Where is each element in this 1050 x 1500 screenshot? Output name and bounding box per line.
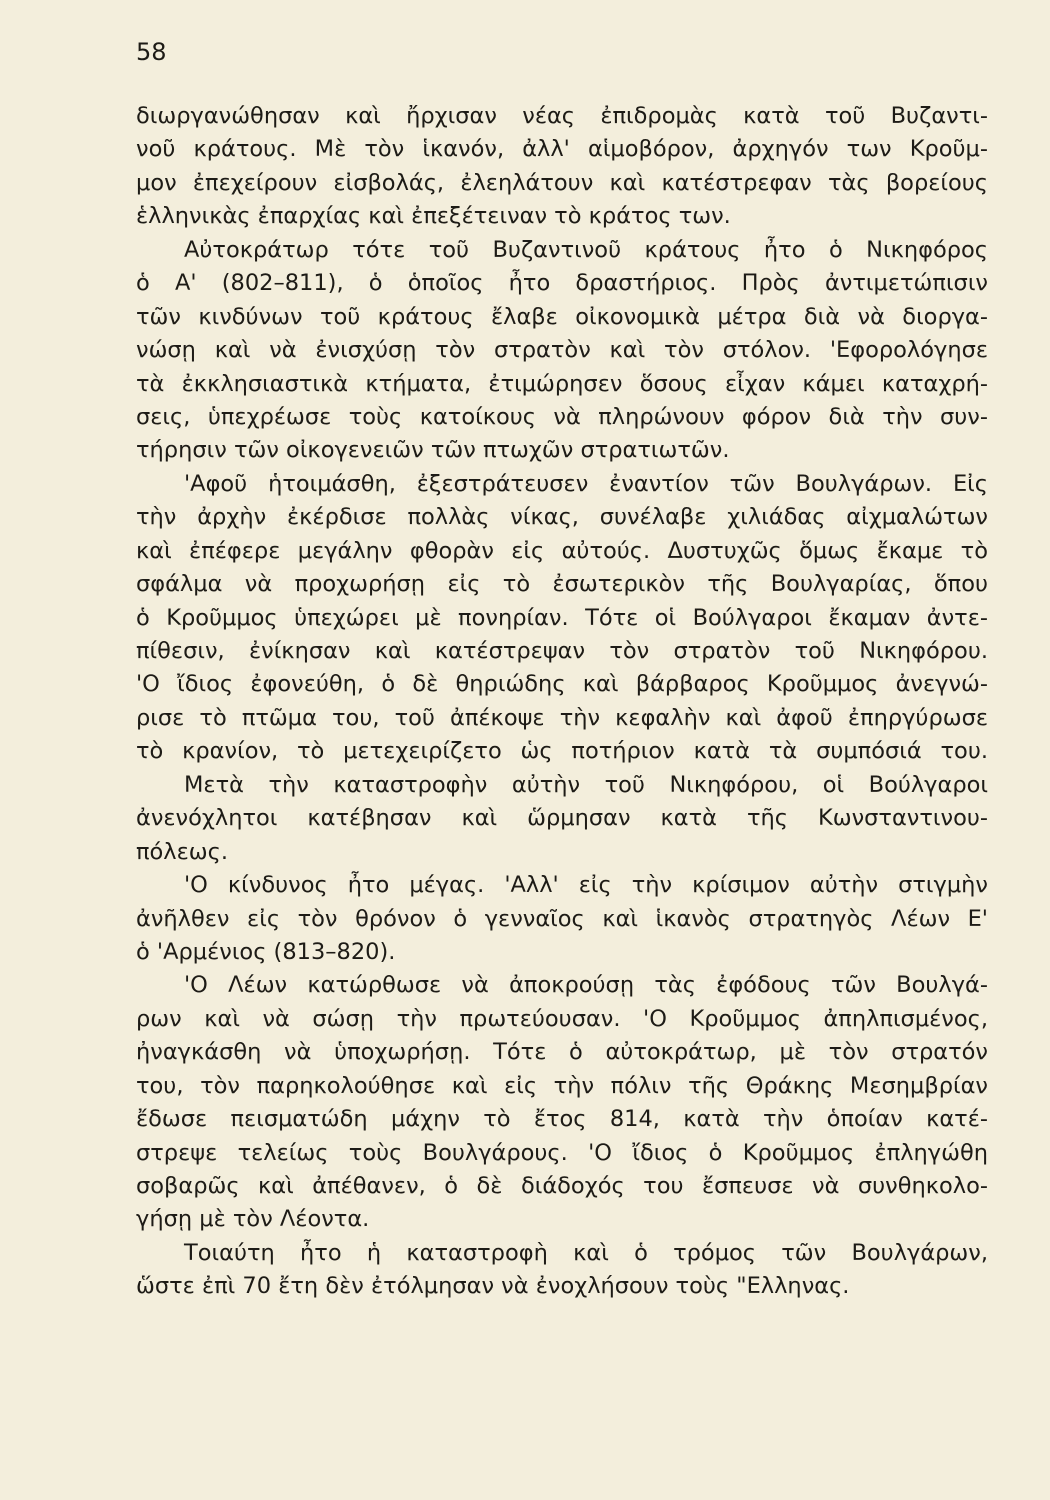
text-line: ὁ Α' (802–811), ὁ ὁποῖος ἦτο δραστήριος. Πρὸς ἀντιμετώπισιν	[136, 270, 988, 297]
text-line: τήρησιν τῶν οἰκογενειῶν τῶν πτωχῶν στρατιωτῶν.	[136, 437, 730, 464]
text-line: ρισε τὸ πτῶμα του, τοῦ ἀπέκοψε τὴν κεφαλὴν καὶ ἀφοῦ ἐπηργύρωσε	[136, 704, 988, 731]
text-line: τῶν κινδύνων τοῦ κράτους ἔλαβε οἰκονομικὰ μέτρα διὰ νὰ διοργα-	[136, 303, 988, 330]
text-line: ὁ 'Αρμένιος (813–820).	[136, 938, 396, 965]
text-line: 'Αφοῦ ἡτοιμάσθη, ἐξεστράτευσεν ἐναντίον τῶν Βουλγάρων. Εἰς	[184, 470, 988, 497]
text-line: ἑλληνικὰς ἐπαρχίας καὶ ἐπεξέτειναν τὸ κράτος των.	[136, 203, 731, 230]
text-line: του, τὸν παρηκολούθησε καὶ εἰς τὴν πόλιν τῆς Θράκης Μεσημβρίαν	[136, 1072, 988, 1099]
text-line: ἀνενόχλητοι κατέβησαν καὶ ὥρμησαν κατὰ τῆς Κωνσταντινου-	[136, 805, 988, 832]
text-line: καὶ ἐπέφερε μεγάλην φθορὰν εἰς αὐτούς. Δυστυχῶς ὅμως ἔκαμε τὸ	[136, 537, 988, 564]
text-line: 'Ο ἴδιος ἐφονεύθη, ὁ δὲ θηριώδης καὶ βάρβαρος Κροῦμμος ἀνεγνώ-	[136, 671, 988, 698]
text-line: ἠναγκάσθη νὰ ὑποχωρήσῃ. Τότε ὁ αὐτοκράτωρ, μὲ τὸν στρατόν	[136, 1039, 988, 1066]
text-line: πόλεως.	[136, 838, 228, 865]
text-line: ἔδωσε πεισματώδη μάχην τὸ ἔτος 814, κατὰ τὴν ὁποίαν κατέ-	[136, 1106, 988, 1133]
text-line: ὥστε ἐπὶ 70 ἔτη δὲν ἐτόλμησαν νὰ ἐνοχλήσουν τοὺς "Ελληνας.	[136, 1273, 850, 1300]
text-line: Μετὰ τὴν καταστροφὴν αὐτὴν τοῦ Νικηφόρου, οἱ Βούλγαροι	[184, 771, 988, 798]
page-number: 58	[136, 38, 167, 66]
text-line: μον ἐπεχείρουν εἰσβολάς, ἐλεηλάτουν καὶ κατέστρεφαν τὰς βορείους	[136, 169, 988, 196]
text-line: τὸ κρανίον, τὸ μετεχειρίζετο ὡς ποτήριον κατὰ τὰ συμπόσιά του.	[136, 738, 988, 765]
text-line: διωργανώθησαν καὶ ἤρχισαν νέας ἐπιδρομὰς κατὰ τοῦ Βυζαντι-	[136, 103, 988, 129]
text-line: ὁ Κροῦμμος ὑπεχώρει μὲ πονηρίαν. Τότε οἱ Βούλγαροι ἔκαμαν ἀντε-	[136, 604, 988, 631]
text-line: νώσῃ καὶ νὰ ἐνισχύσῃ τὸν στρατὸν καὶ τὸν στόλον. 'Εφορολόγησε	[136, 337, 988, 364]
text-line: ἀνῆλθεν εἰς τὸν θρόνον ὁ γενναῖος καὶ ἱκανὸς στρατηγὸς Λέων Ε'	[136, 905, 988, 932]
text-line: πίθεσιν, ἐνίκησαν καὶ κατέστρεψαν τὸν στρατὸν τοῦ Νικηφόρου.	[136, 638, 988, 664]
text-line: σφάλμα νὰ προχωρήσῃ εἰς τὸ ἐσωτερικὸν τῆς Βουλγαρίας, ὅπου	[136, 571, 988, 598]
text-line: στρεψε τελείως τοὺς Βουλγάρους. 'Ο ἴδιος ὁ Κροῦμμος ἐπληγώθη	[136, 1139, 988, 1166]
text-line: σεις, ὑπεχρέωσε τοὺς κατοίκους νὰ πληρώνουν φόρον διὰ τὴν συν-	[136, 403, 988, 430]
text-line: νοῦ κράτους. Μὲ τὸν ἱκανόν, ἀλλ' αἱμοβόρον, ἀρχηγόν των Κροῦμ-	[136, 136, 988, 163]
text-line: Αὐτοκράτωρ τότε τοῦ Βυζαντινοῦ κράτους ἦτο ὁ Νικηφόρος	[184, 236, 988, 263]
text-line: 'Ο Λέων κατώρθωσε νὰ ἀποκρούσῃ τὰς ἐφόδους τῶν Βουλγά-	[184, 972, 988, 999]
text-line: τὴν ἀρχὴν ἐκέρδισε πολλὰς νίκας, συνέλαβε χιλιάδας αἰχμαλώτων	[136, 504, 988, 531]
text-line: τὰ ἐκκλησιαστικὰ κτήματα, ἐτιμώρησεν ὅσους εἶχαν κάμει καταχρή-	[136, 370, 988, 397]
body-text	[136, 100, 988, 1304]
text-line: ρων καὶ νὰ σώσῃ τὴν πρωτεύουσαν. 'Ο Κροῦμμος ἀπηλπισμένος,	[136, 1005, 988, 1032]
text-line: σοβαρῶς καὶ ἀπέθανεν, ὁ δὲ διάδοχός του ἔσπευσε νὰ συνθηκολο-	[136, 1173, 988, 1199]
text-line: Τοιαύτη ἦτο ἡ καταστροφὴ καὶ ὁ τρόμος τῶν Βουλγάρων,	[184, 1239, 988, 1266]
text-line: 'Ο κίνδυνος ἦτο μέγας. 'Αλλ' εἰς τὴν κρίσιμον αὐτὴν στιγμὴν	[184, 872, 988, 899]
text-line: γήσῃ μὲ τὸν Λέοντα.	[136, 1206, 370, 1233]
